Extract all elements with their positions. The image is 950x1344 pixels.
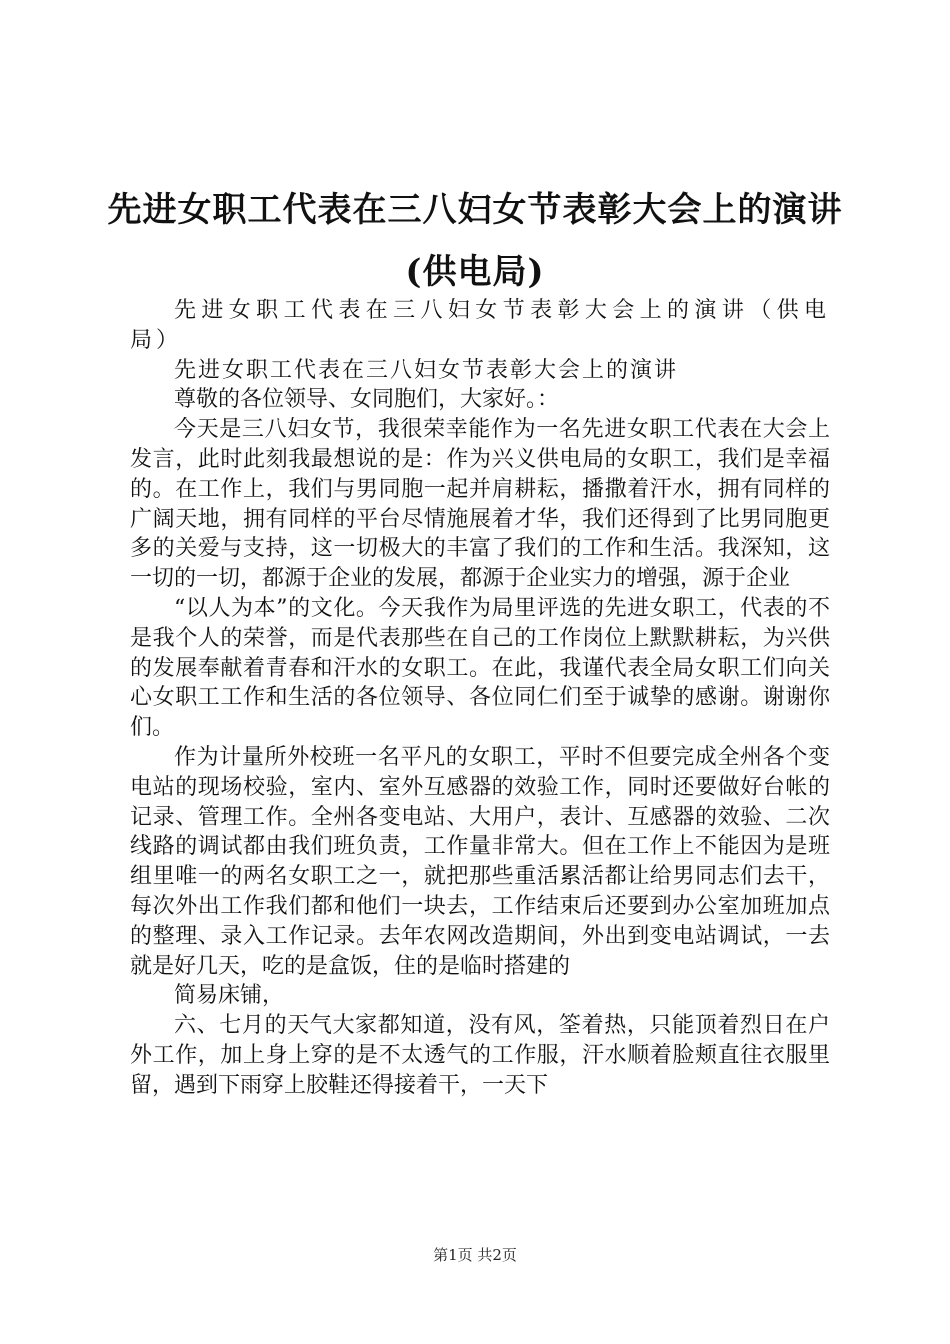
paragraph-subtitle: 先进女职工代表在三八妇女节表彰大会上的演讲（供电局） [130,298,830,353]
document-title: 先进女职工代表在三八妇女节表彰大会上的演讲(供电局) [107,189,843,292]
page-indicator: 第1页 共2页 [433,1246,517,1264]
paragraph-greeting: 尊敬的各位领导、女同胞们，大家好。： [174,387,560,413]
paragraph-body: 作为计量所外校班一名平凡的女职工，平时不但要完成全州各个变电站的现场校验，室内、室外互感器的效验工作，同时还要做好台帐的记录、管理工作。全州各变电站、大用户，表计、互感器的效验、二次线路的调试都由我们班负责，工作量非常大。但在工作上不能因为是班组里唯一的两名女职工之一，就把那些重活累活都让给男同志们去干，每次外出工作我们都和他们一块去，工作结束后还要到办公室加班加点的整理、录入工作记录。去年农网改造期间，外出到变电站调试，一去就是好几天，吃的是盒饭，住的是临时搭建的 [130,744,830,979]
paragraph-body: 六、七月的天气大家都知道，没有风，筌着热，只能顶着烈日在户外工作，加上身上穿的是不太透气的工作服，汗水顺着脸颊直往衣服里留，遇到下雨穿上胶鞋还得接着干，一天下 [130,1013,830,1098]
paragraph-heading: 先进女职工代表在三八妇女节表彰大会上的演讲 [174,357,679,383]
paragraph-body: 简易床铺， [174,983,285,1009]
paragraph-body: 今天是三八妇女节，我很荣幸能作为一名先进女职工代表在大会上发言，此时此刻我最想说的是：作为兴义供电局的女职工，我们是幸福的。在工作上，我们与男同胞一起并肩耕耘，播撒着汗水，拥有同样的广阔天地，拥有同样的平台尽情施展着才华，我们还得到了比男同胞更多的关爱与支持，这一切极大的丰富了我们的工作和生活。我深知，这一切的一切，都源于企业的发展，都源于企业实力的增强，源于企业 [130,417,830,592]
document-body [130,296,830,1101]
paragraph-body: “以人为本”的文化。今天我作为局里评选的先进女职工，代表的不是我个人的荣誉，而是代表那些在自己的工作岗位上默默耕耘，为兴供的发展奉献着青春和汗水的女职工。在此，我谨代表全局女职工们向关心女职工工作和生活的各位领导、各位同仁们至于诚挚的感谢。谢谢你们。 [130,595,830,741]
